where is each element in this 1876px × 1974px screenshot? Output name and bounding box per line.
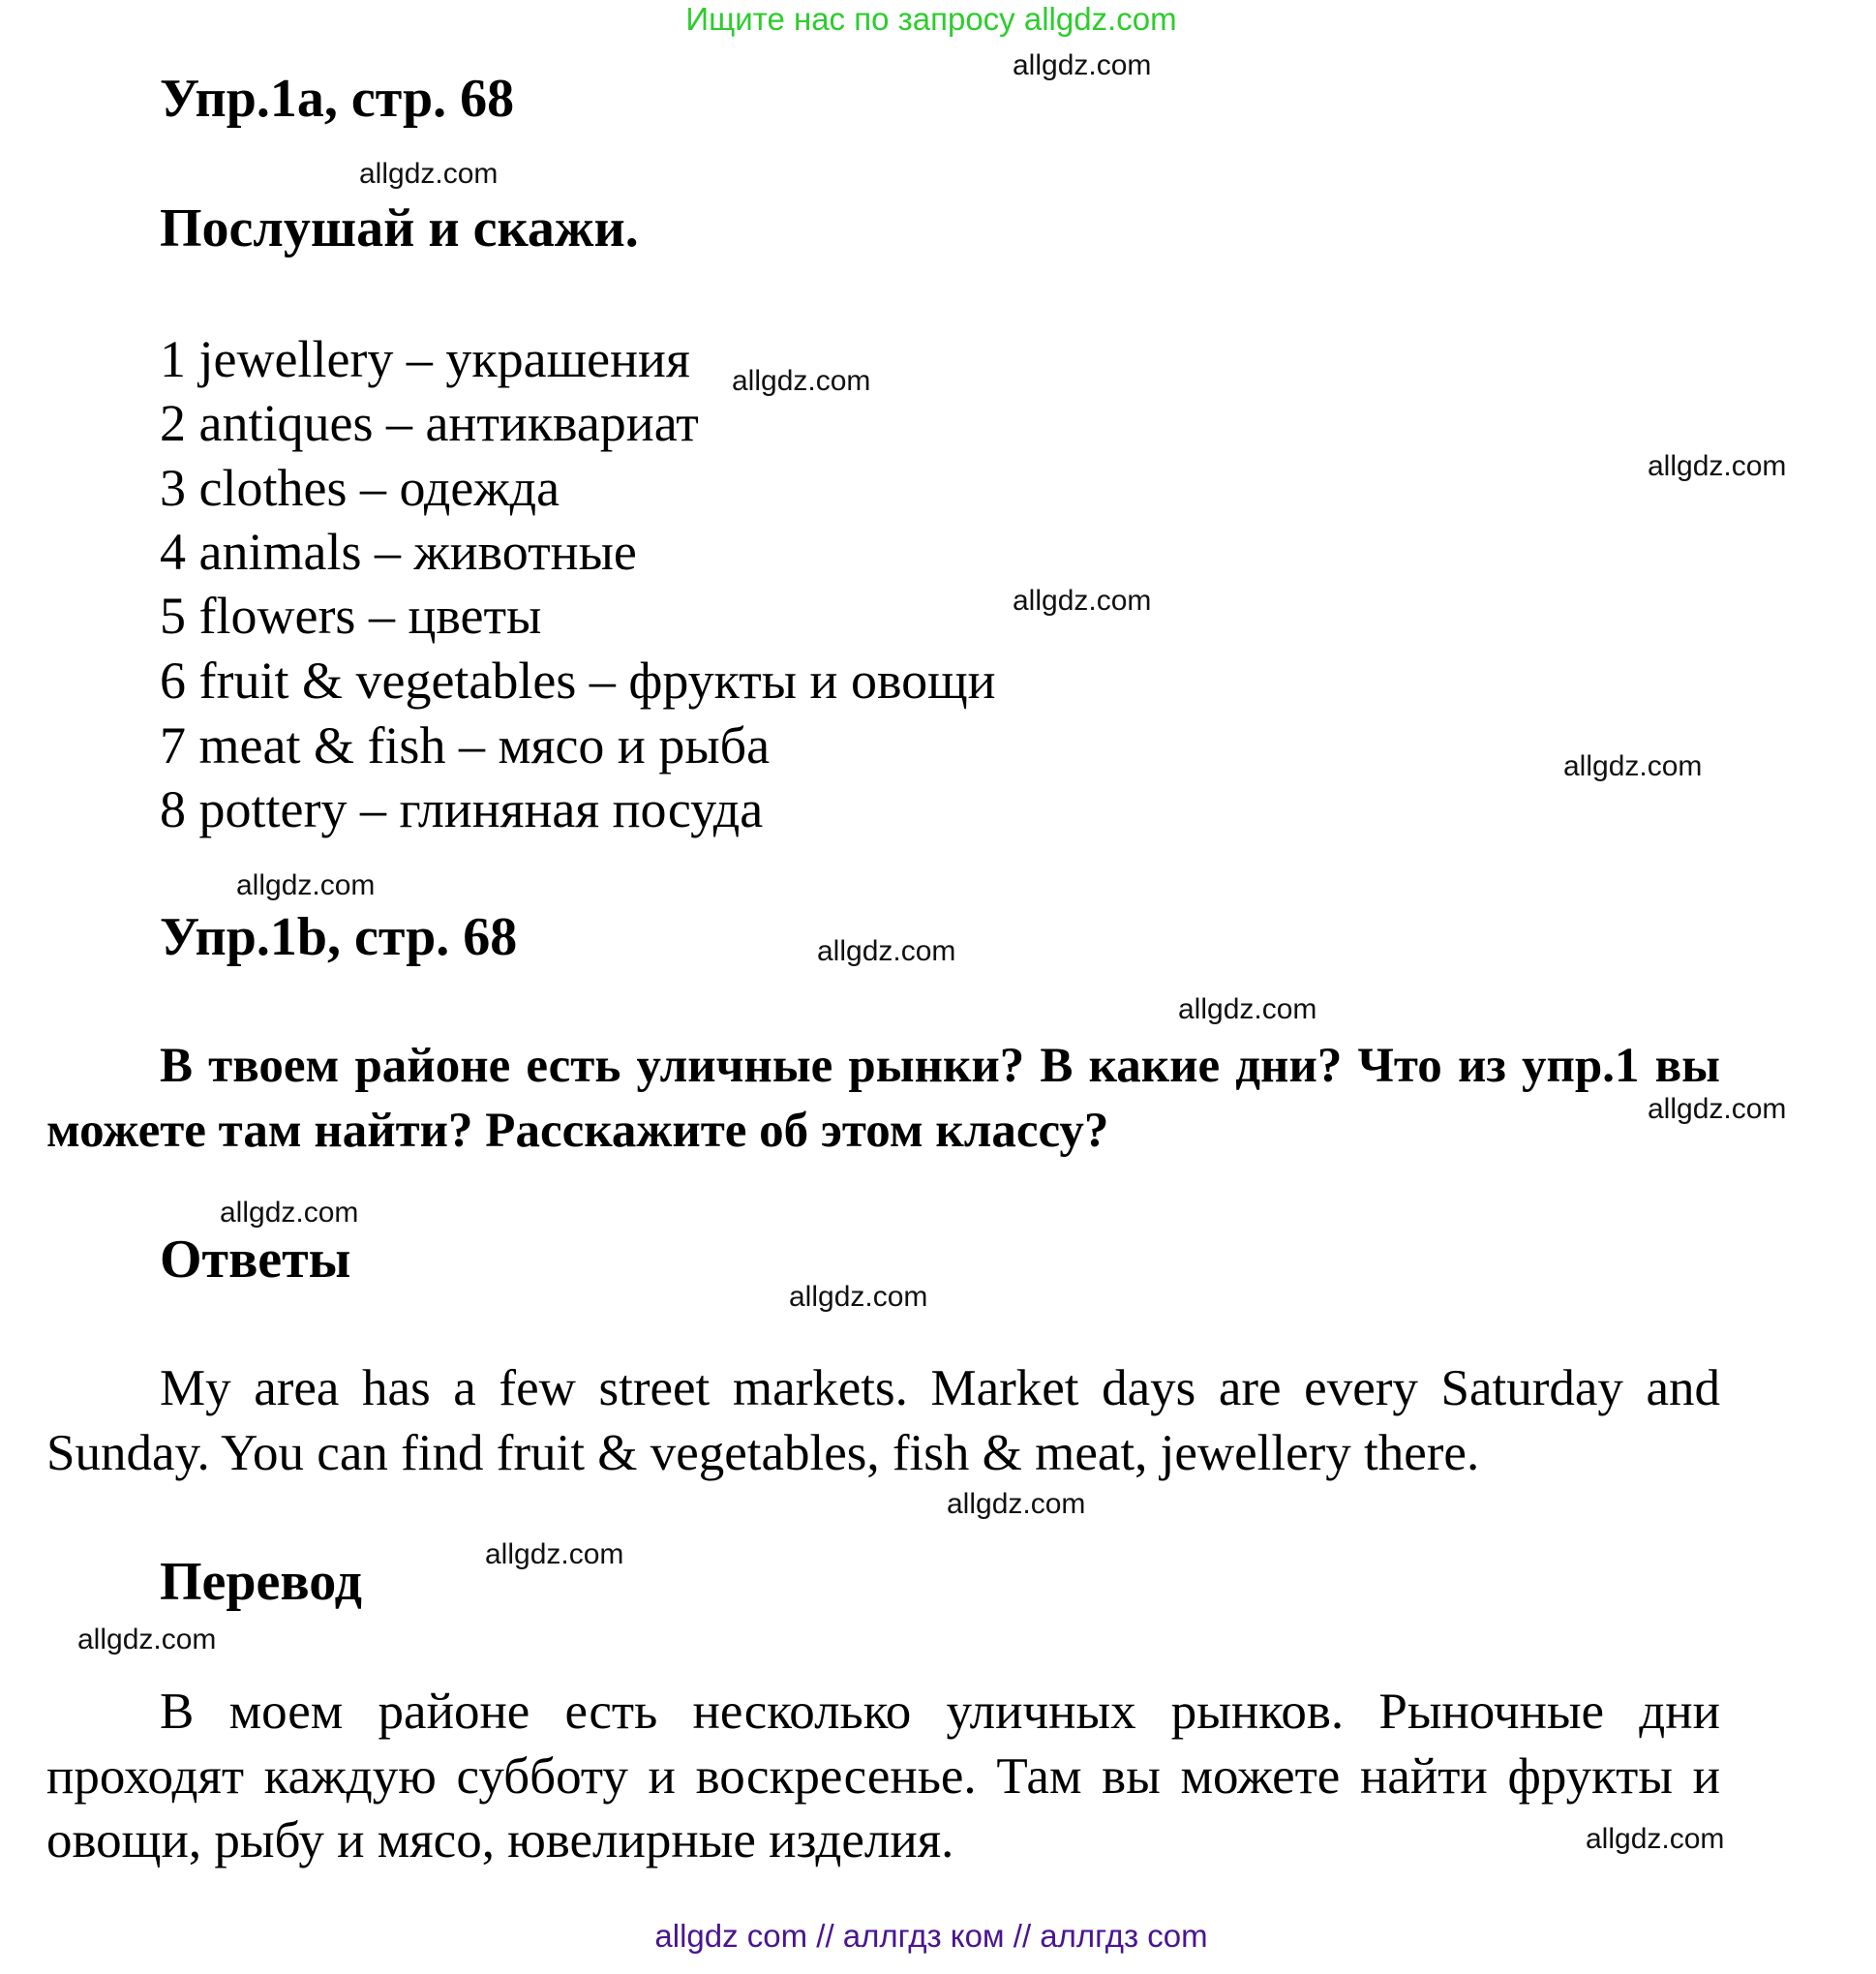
watermark: allgdz.com	[485, 1538, 624, 1570]
list-item: 6 fruit & vegetables – фрукты и овощи	[160, 652, 996, 710]
watermark: allgdz.com	[1648, 1093, 1787, 1125]
answer-paragraph	[46, 1356, 1720, 1485]
watermark: allgdz.com	[1013, 49, 1152, 81]
exercise-1a-instruction: Послушай и скажи.	[160, 198, 639, 258]
list-item: 8 pottery – глиняная посуда	[160, 780, 764, 838]
watermark: allgdz.com	[77, 1624, 217, 1655]
watermark: allgdz.com	[947, 1488, 1086, 1520]
translation-text: В моем районе есть несколько уличных рынков. Рыночные дни проходят каждую субботу и воскресенье. Там вы можете найти фрукты и овощи, рыбу и мясо, ювелирные изделия.	[46, 1684, 1720, 1868]
list-item: 4 animals – животные	[160, 523, 637, 581]
watermark: allgdz.com	[1648, 450, 1787, 482]
watermark: allgdz.com	[1563, 750, 1703, 782]
footer-watermark: allgdz com // аллгдз ком // аллгдз com	[654, 1918, 1208, 1954]
watermark: allgdz.com	[359, 158, 499, 190]
list-item: 7 meat & fish – мясо и рыба	[160, 716, 771, 774]
exercise-1a-title: Упр.1а, стр. 68	[160, 69, 515, 129]
watermark: allgdz.com	[817, 935, 956, 967]
answers-heading: Ответы	[160, 1230, 351, 1290]
watermark: allgdz.com	[732, 365, 871, 397]
list-item: 1 jewellery – украшения	[160, 330, 690, 388]
watermark: allgdz.com	[236, 869, 376, 901]
watermark: allgdz.com	[789, 1281, 928, 1313]
exercise-1b-title: Упр.1b, стр. 68	[160, 907, 518, 967]
answer-text: My area has a few street markets. Market days are every Saturday and Sunday. You can find fruit & vegetables, fish & meat, jewellery there.	[46, 1360, 1720, 1481]
translation-heading: Перевод	[160, 1552, 362, 1612]
watermark: allgdz.com	[1586, 1823, 1725, 1855]
watermark: allgdz.com	[1178, 993, 1317, 1025]
list-item: 3 clothes – одежда	[160, 459, 560, 517]
list-item: 2 antiques – антиквариат	[160, 394, 699, 452]
watermark: allgdz.com	[220, 1197, 359, 1229]
exercise-1b-question	[46, 1034, 1720, 1163]
question-text: В твоем районе есть уличные рынки? В какие дни? Что из упр.1 вы можете там найти? Расскажите об этом классу?	[46, 1039, 1720, 1158]
watermark: allgdz.com	[1013, 585, 1152, 617]
search-banner: Ищите нас по запросу allgdz.com	[685, 1, 1177, 37]
list-item: 5 flowers – цветы	[160, 587, 542, 645]
translation-paragraph	[46, 1680, 1720, 1873]
